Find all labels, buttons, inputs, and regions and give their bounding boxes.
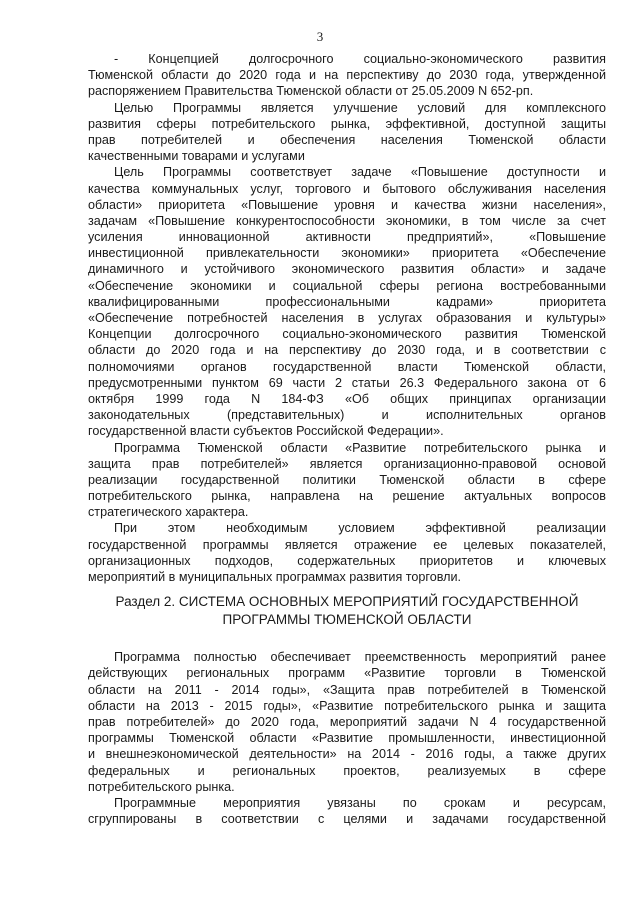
document-body <box>88 51 606 827</box>
text-line: предусмотренными пунктом 69 части 2 статьи 26.3 Федерального закона от 6 <box>88 375 606 390</box>
text-line: области на 2011 - 2014 годы», «Защита прав потребителей в Тюменской <box>88 682 606 697</box>
text-line: государственной программы является отражение ее целевых показателей, <box>88 537 606 552</box>
text-line: - Концепцией долгосрочного социально-экономического развития <box>114 52 606 66</box>
text-line: развития сферы потребительского рынка, эффективной, доступной защиты <box>88 116 606 131</box>
text-line: прав потребителей» до 2020 года, мероприятий задачи N 4 государственной <box>88 714 606 729</box>
section-heading <box>74 593 620 629</box>
text-line: мероприятий в муниципальных программах развития торговли. <box>88 570 462 584</box>
text-line: стратегического характера. <box>88 505 249 520</box>
text-line: Концепции долгосрочного социально-экономического развития Тюменской <box>88 327 606 342</box>
text-line: действующих региональных программ «Развитие торговли в Тюменской <box>88 666 606 681</box>
text-line: октября 1999 года N 184-ФЗ «Об общих принципах организации <box>88 391 606 406</box>
text-line: федеральных и региональных проектов, реализуемых в сфере <box>88 763 606 778</box>
text-line: Программные мероприятия увязаны по срокам и ресурсам, <box>114 795 606 810</box>
text-line: области до 2020 года и на перспективу до 2030 года, и в соответствии с <box>88 343 606 358</box>
section-heading-line-2: ПРОГРАММЫ ТЮМЕНСКОЙ ОБЛАСТИ <box>222 612 472 628</box>
section-heading-line-1: Раздел 2. СИСТЕМА ОСНОВНЫХ МЕРОПРИЯТИЙ ГОСУДАРСТВЕННОЙ <box>115 594 579 610</box>
text-line: прав потребителей и обеспечения населения Тюменской области <box>88 132 606 147</box>
text-line: Программа полностью обеспечивает преемственность мероприятий ранее <box>114 650 606 665</box>
text-line: и внешнеэкономической деятельности» на 2014 - 2016 годы, а также других <box>88 747 606 762</box>
text-line: Тюменской области до 2020 года и на перспективу до 2030 года, утвержденной <box>88 68 606 83</box>
text-line: потребительского рынка. <box>88 779 235 794</box>
text-line: государственной власти субъектов Российской Федерации». <box>88 424 444 439</box>
text-line: квалифицированными профессиональными кадрами» приоритета <box>88 294 606 309</box>
text-line: Целью Программы является улучшение условий для комплексного <box>114 100 606 115</box>
text-line: потребительского рынка, направлена на решение актуальных вопросов <box>88 489 606 504</box>
text-line: «Обеспечение экономики и социальной сферы региона востребованными <box>88 278 606 293</box>
text-line: усиления инновационной активности предприятий», «Повышение <box>88 230 606 245</box>
text-line: полномочиями органов государственной власти Тюменской области, <box>88 359 606 374</box>
text-line: Цель Программы соответствует задаче «Повышение доступности и <box>114 165 606 180</box>
text-line: защита прав потребителей» является организационно-правовой основой <box>88 456 606 471</box>
text-line: При этом необходимым условием эффективной реализации <box>114 521 606 536</box>
text-line: динамичного и устойчивого экономического развития области» и задаче <box>88 262 606 277</box>
text-line: области» приоритета «Повышение уровня и качества жизни населения», <box>88 197 606 212</box>
text-line: законодательных (представительных) и исполнительных органов <box>88 408 606 423</box>
text-line: программы Тюменской области «Развитие промышленности, инвестиционной <box>88 731 606 746</box>
text-line: сгруппированы в соответствии с целями и задачами государственной <box>88 812 606 827</box>
text-line: реализации государственной политики Тюменской области в сфере <box>88 472 606 487</box>
section-1-text <box>88 51 606 585</box>
section-2-text <box>88 649 606 827</box>
text-line: Программа Тюменской области «Развитие потребительского рынка и <box>114 440 606 455</box>
text-line: задачам «Повышение конкурентоспособности экономики, в том числе за счет <box>88 213 606 228</box>
text-line: качества коммунальных услуг, торгового и бытового обслуживания населения <box>88 181 606 196</box>
text-line: организационных подходов, содержательных приоритетов и ключевых <box>88 553 606 568</box>
text-line: распоряжением Правительства Тюменской области от 25.05.2009 N 652-рп. <box>88 84 534 99</box>
text-line: инвестиционной привлекательности экономики» приоритета «Обеспечение <box>88 246 606 261</box>
page-number: 3 <box>316 29 324 44</box>
text-line: качественными товарами и услугами <box>88 149 305 164</box>
text-line: области на 2013 - 2015 годы», «Развитие потребительского рынка и защита <box>88 698 606 713</box>
text-line: «Обеспечение потребностей населения в услугах образования и культуры» <box>88 311 606 325</box>
